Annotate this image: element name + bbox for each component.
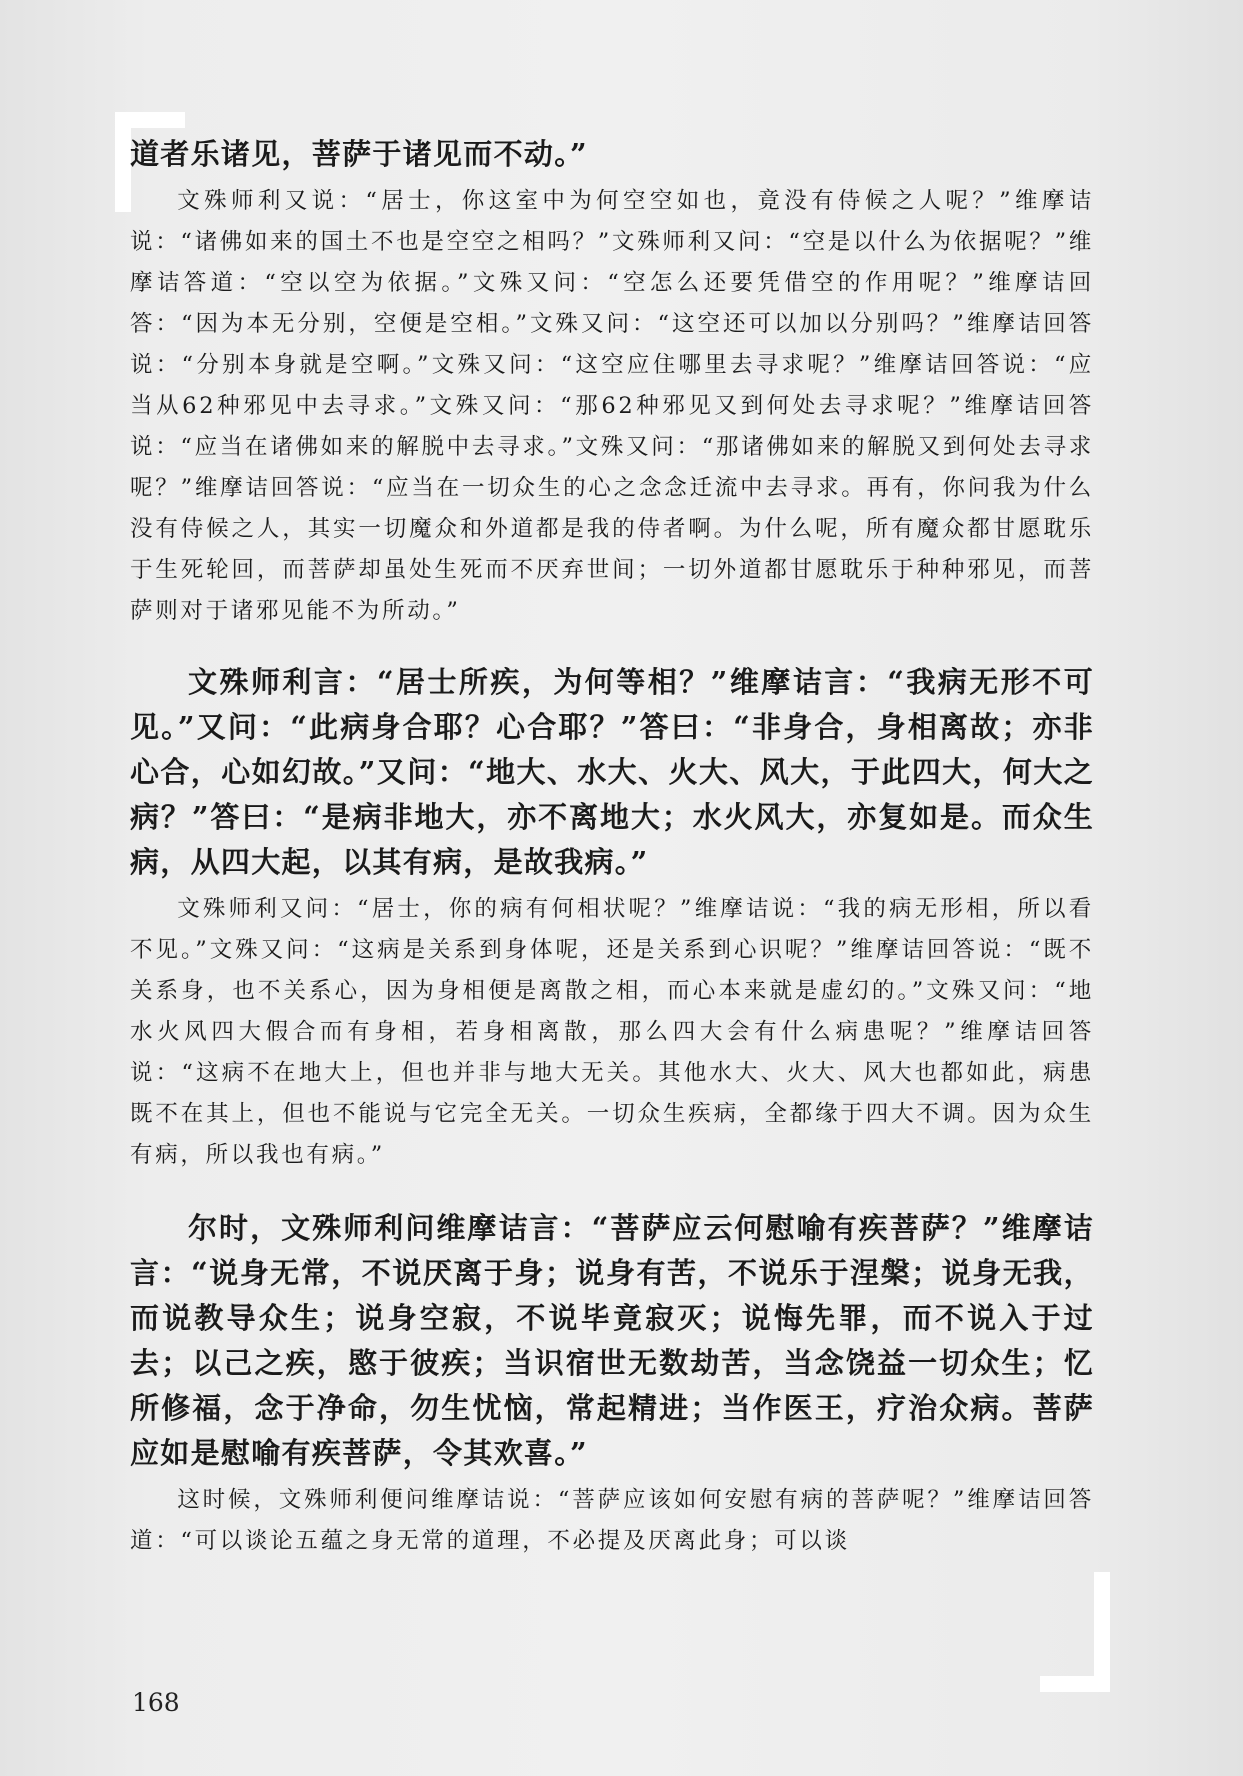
page-number: 168 <box>132 1688 180 1717</box>
page-body <box>130 132 1094 1562</box>
corner-bracket-bottom-right <box>1040 1572 1110 1692</box>
translation-paragraph-1: 文殊师利又说：“居士，你这室中为何空空如也，竟没有侍候之人呢？”维摩诘说：“诸佛如来的国土不也是空空之相吗？”文殊师利又问：“空是以什么为依据呢？”维摩诘答道：“空以空为依据。”文殊又问：“空怎么还要凭借空的作用呢？”维摩诘回答：“因为本无分别，空便是空相。”文殊又问：“这空还可以加以分别吗？”维摩诘回答说：“分别本身就是空啊。”文殊又问：“这空应住哪里去寻求呢？”维摩诘回答说：“应当从62种邪见中去寻求。”文殊又问：“那62种邪见又到何处去寻求呢？”维摩诘回答说：“应当在诸佛如来的解脱中去寻求。”文殊又问：“那诸佛如来的解脱又到何处去寻求呢？”维摩诘回答说：“应当在一切众生的心之念念迁流中去寻求。再有，你问我为什么没有侍候之人，其实一切魔众和外道都是我的侍者啊。为什么呢，所有魔众都甘愿耽乐于生死轮回，而菩萨却虽处生死而不厌弃世间；一切外道都甘愿耽乐于种种邪见，而菩萨则对于诸邪见能不为所动。” <box>130 188 1095 624</box>
translation-paragraph-2: 文殊师利又问：“居士，你的病有何相状呢？”维摩诘说：“我的病无形相，所以看不见。”文殊又问：“这病是关系到身体呢，还是关系到心识呢？”维摩诘回答说：“既不关系身，也不关系心，因为身相便是离散之相，而心本来就是虚幻的。”文殊又问：“地水火风四大假合而有身相，若身相离散，那么四大会有什么病患呢？”维摩诘回答说：“这病不在地大上，但也并非与地大无关。其他水大、火大、风大也都如此，病患既不在其上，但也不能说与它完全无关。一切众生疾病，全都缘于四大不调。因为众生有病，所以我也有病。” <box>130 896 1094 1168</box>
original-text-paragraph-2: 文殊师利言：“居士所疾，为何等相？”维摩诘言：“我病无形不可见。”又问：“此病身合耶？心合耶？”答曰：“非身合，身相离故；亦非心合，心如幻故。”又问：“地大、水大、火大、风大，于此四大，何大之病？”答曰：“是病非地大，亦不离地大；水火风大，亦复如是。而众生病，从四大起，以其有病，是故我病。” <box>130 665 1094 879</box>
original-text-paragraph-3: 尔时，文殊师利问维摩诘言：“菩萨应云何慰喻有疾菩萨？”维摩诘言：“说身无常，不说厌离于身；说身有苦，不说乐于涅槃；说身无我，而说教导众生；说身空寂，不说毕竟寂灭；说悔先罪，而不说入于过去；以己之疾，愍于彼疾；当识宿世无数劫苦，当念饶益一切众生；忆所修福，念于净命，勿生忧恼，常起精进；当作医王，疗治众病。菩萨应如是慰喻有疾菩萨，令其欢喜。” <box>130 1211 1094 1470</box>
translation-paragraph-3: 这时候，文殊师利便问维摩诘说：“菩萨应该如何安慰有病的菩萨呢？”维摩诘回答道：“可以谈论五蕴之身无常的道理，不必提及厌离此身；可以谈 <box>130 1487 1094 1554</box>
original-text-continuation: 道者乐诸见，菩萨于诸见而不动。” <box>130 137 588 171</box>
